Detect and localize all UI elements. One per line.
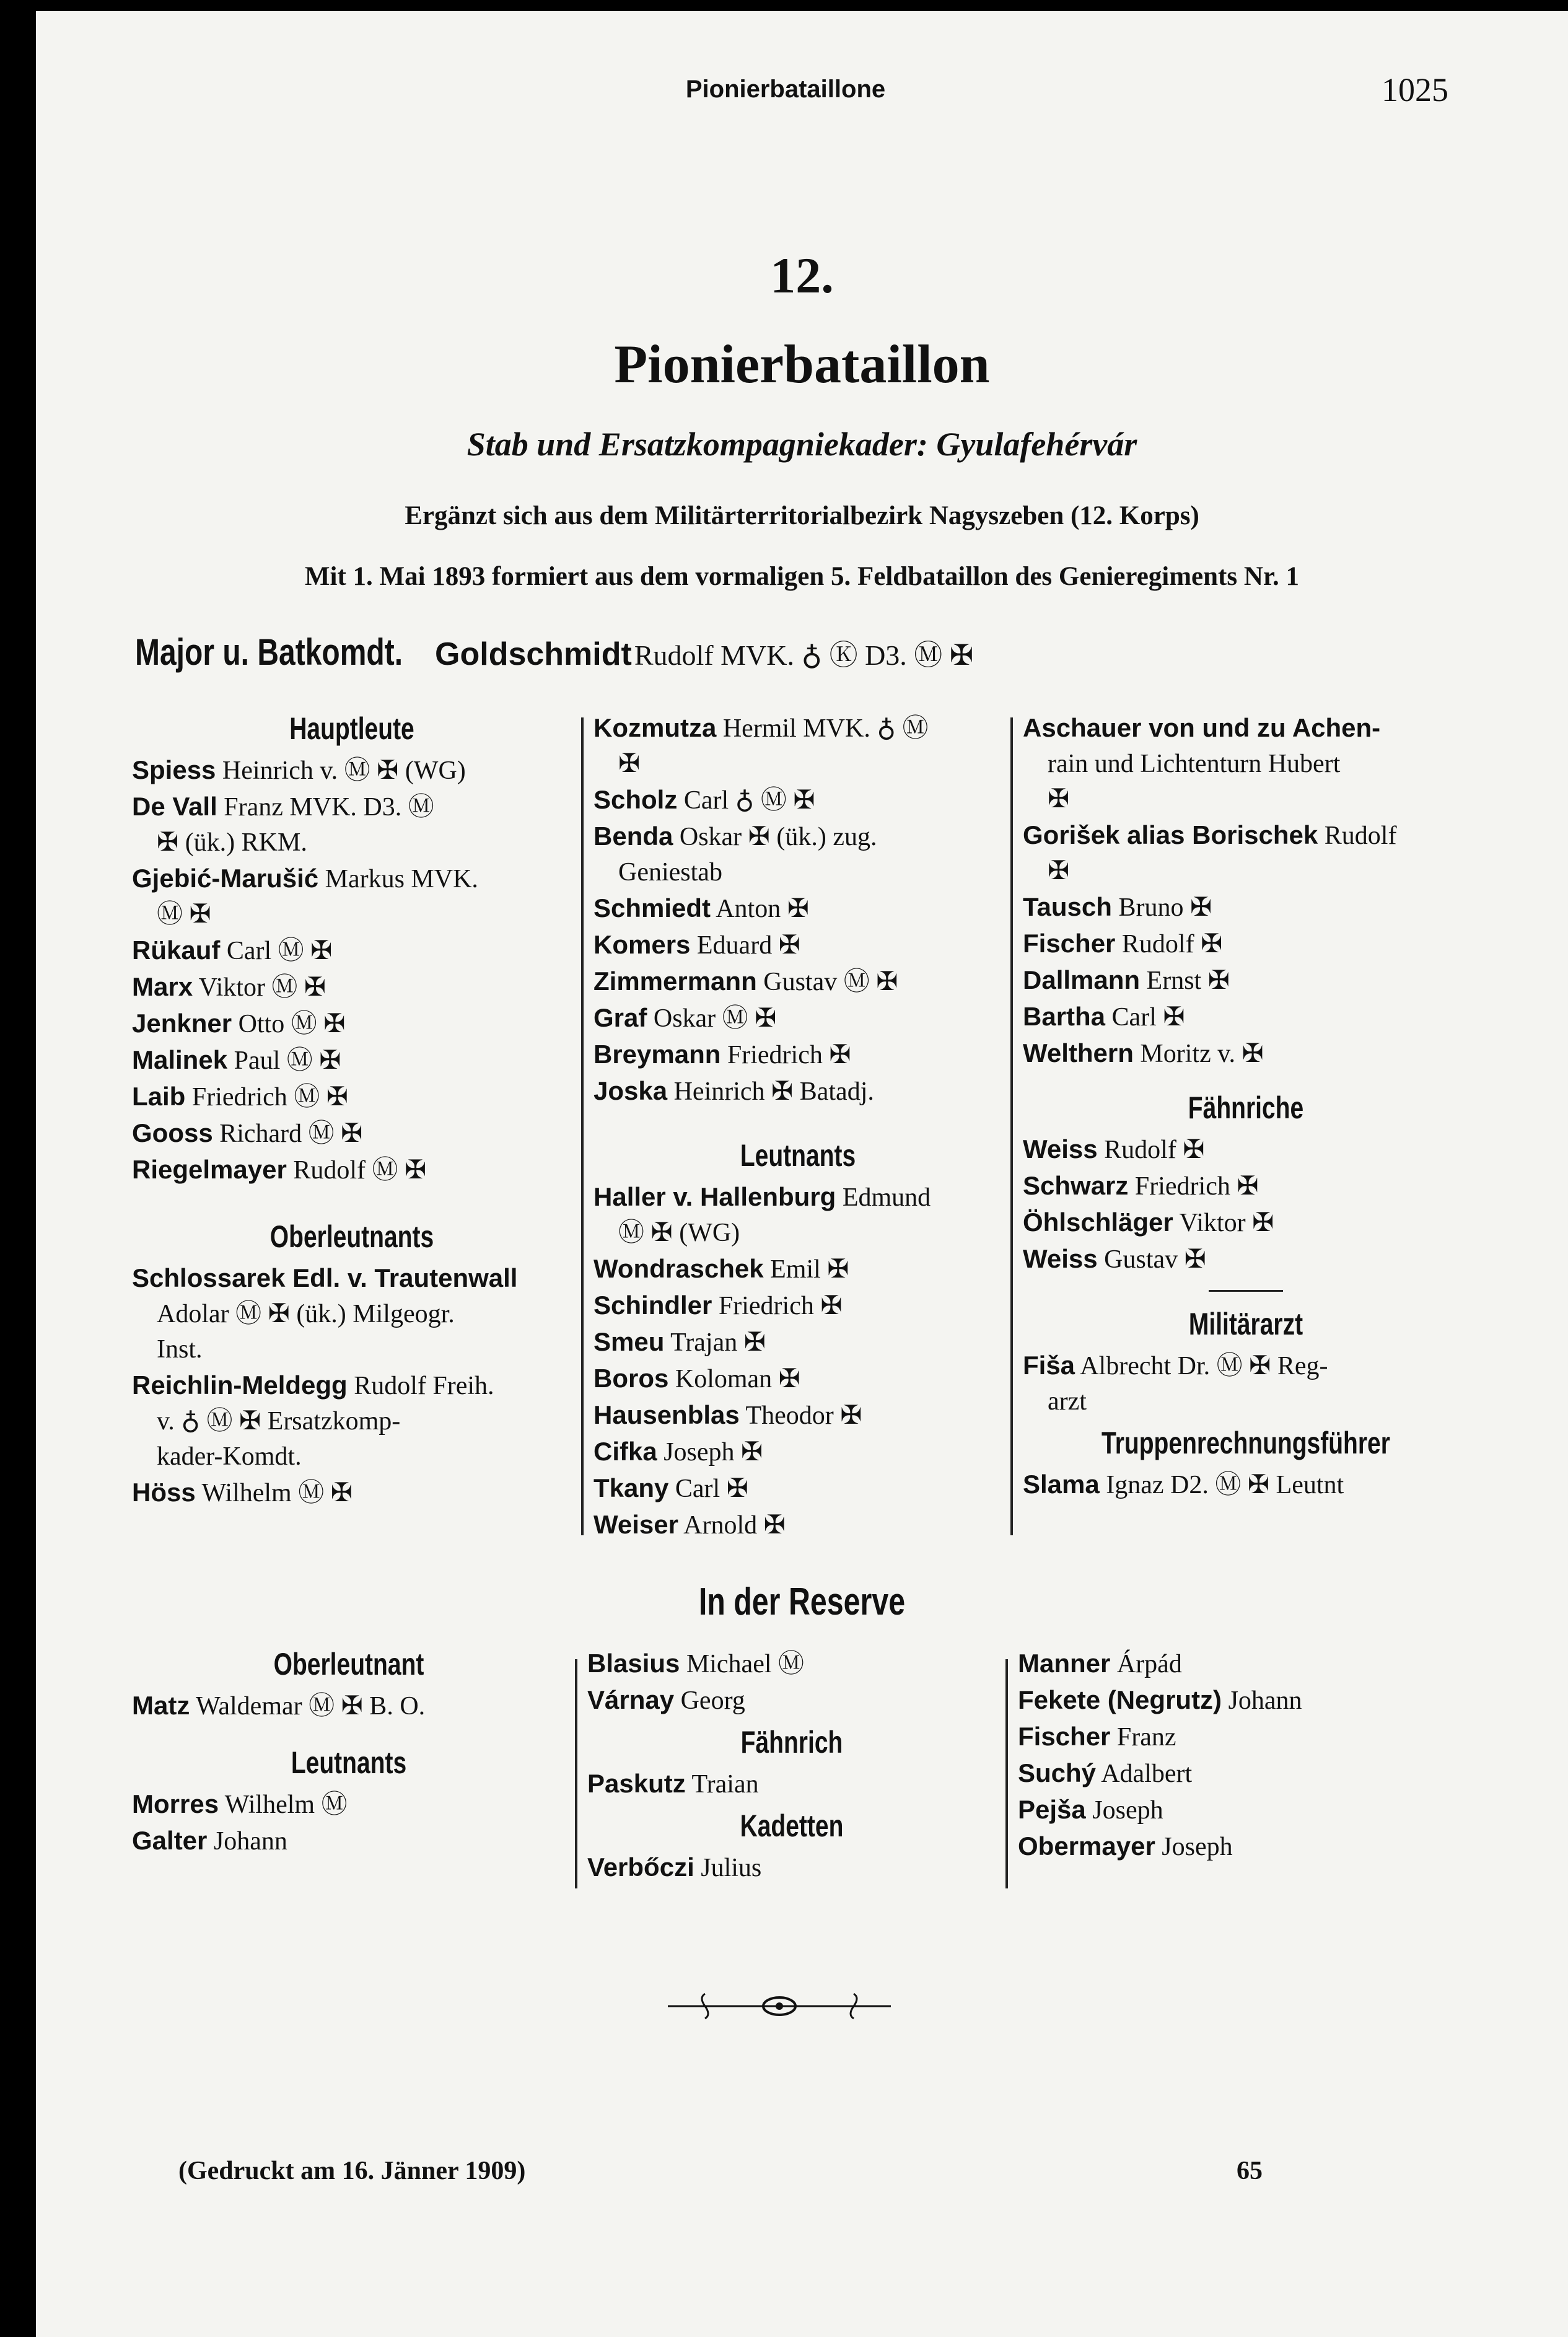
roster-entry xyxy=(1023,889,1469,926)
roster-entry xyxy=(1018,1828,1464,1865)
roster-entry xyxy=(593,963,1002,1000)
entry-details: Georg xyxy=(674,1686,745,1715)
unit-title: Pionierbataillon xyxy=(614,335,990,395)
entry-details: Joseph ✠ xyxy=(657,1438,763,1467)
entry-details: Otto Ⓜ ✠ xyxy=(232,1010,346,1038)
entry-line xyxy=(1023,926,1469,962)
entry-line xyxy=(1023,817,1469,854)
entry-surname: Matz xyxy=(132,1691,190,1720)
entry-details: Rudolf ✠ xyxy=(1097,1136,1205,1164)
roster-entry xyxy=(593,1434,1002,1470)
entry-surname: Slama xyxy=(1023,1470,1100,1499)
roster-entry xyxy=(593,890,1002,927)
entry-continuation: Inst. xyxy=(157,1335,203,1364)
entry-surname: Pejša xyxy=(1018,1795,1086,1824)
reserve-column-3 xyxy=(1018,1641,1464,1865)
entry-line xyxy=(1023,1035,1469,1072)
entry-details: Joseph xyxy=(1155,1833,1233,1861)
entry-surname: Hausenblas xyxy=(593,1400,740,1429)
entry-surname: Schwarz xyxy=(1023,1171,1129,1200)
entry-details: Ernst ✠ xyxy=(1140,967,1230,995)
roster-entry xyxy=(593,1397,1002,1434)
entry-details: Bruno ✠ xyxy=(1111,893,1212,922)
entry-line xyxy=(593,1470,1002,1507)
entry-details: Carl ✠ xyxy=(1105,1003,1185,1032)
roster-entry xyxy=(1023,1467,1469,1503)
entry-line xyxy=(593,1361,1002,1397)
entry-line xyxy=(593,1251,1002,1287)
entry-line xyxy=(593,1434,1002,1470)
entry-surname: Öhlschläger xyxy=(1023,1208,1173,1237)
commander-details: Rudolf MVK. ♁ Ⓚ D3. Ⓜ ✠ xyxy=(634,639,974,671)
entry-surname: Dallmann xyxy=(1023,965,1141,994)
entry-details: Heinrich ✠ Batadj. xyxy=(667,1077,874,1106)
active-column-1 xyxy=(132,705,572,1511)
rechnungsfuehrer-heading: Truppenrechnungsführer xyxy=(1102,1426,1390,1460)
entry-continuation: kader-Komdt. xyxy=(157,1442,302,1471)
roster-entry xyxy=(132,1260,572,1367)
faehnriche-list xyxy=(1023,1131,1469,1278)
entry-details: Friedrich Ⓜ ✠ xyxy=(185,1083,348,1112)
entry-surname: Gorišek alias Borischek xyxy=(1023,820,1318,849)
entry-details: Carl ♁ Ⓜ ✠ xyxy=(677,786,815,815)
entry-surname: Galter xyxy=(132,1826,208,1855)
entry-line xyxy=(1023,889,1469,926)
entry-surname: Weiser xyxy=(593,1510,678,1539)
entry-line xyxy=(132,752,572,789)
entry-details: Rudolf ✠ xyxy=(1115,930,1223,958)
entry-details: Edmund xyxy=(836,1183,931,1212)
reserve-leutnants-heading: Leutnants xyxy=(291,1745,407,1780)
entry-surname: Tkany xyxy=(593,1473,669,1502)
page-number: 1025 xyxy=(1382,71,1448,108)
reserve-kadetten-heading: Kadetten xyxy=(740,1809,844,1843)
entry-details: Johann xyxy=(207,1827,287,1856)
entry-continuation: ✠ xyxy=(618,750,641,778)
entry-surname: Kozmutza xyxy=(593,713,717,742)
unit-number: 12. xyxy=(770,247,834,304)
hauptleute-continued-list xyxy=(593,710,1002,1110)
roster-entry xyxy=(1023,1204,1469,1241)
entry-continuation: arzt xyxy=(1048,1387,1087,1416)
entry-surname: Wondraschek xyxy=(593,1254,764,1283)
oberleutnants-continued-list xyxy=(1023,710,1469,1072)
entry-details: Viktor Ⓜ ✠ xyxy=(193,973,326,1002)
reserve-oberleutnant-list xyxy=(132,1688,566,1724)
entry-line xyxy=(132,1823,566,1859)
print-date: (Gedruckt am 16. Jänner 1909) xyxy=(178,2157,526,2185)
entry-line xyxy=(593,710,1002,747)
entry-details: Waldemar Ⓜ ✠ B. O. xyxy=(190,1692,426,1721)
roster-entry xyxy=(1018,1646,1464,1682)
roster-entry xyxy=(593,1251,1002,1287)
roster-entry xyxy=(1018,1682,1464,1719)
entry-details: Adalbert xyxy=(1096,1760,1193,1788)
entry-line xyxy=(1023,962,1469,999)
column-rule xyxy=(1010,717,1013,1535)
entry-surname: Aschauer von und zu Achen- xyxy=(1023,713,1381,742)
entry-surname: Fiša xyxy=(1023,1351,1075,1380)
entry-line xyxy=(593,1324,1002,1361)
entry-surname: Blasius xyxy=(587,1649,680,1678)
roster-entry xyxy=(593,710,1002,782)
entry-surname: Bartha xyxy=(1023,1002,1106,1031)
entry-surname: Schmiedt xyxy=(593,893,711,923)
entry-surname: Várnay xyxy=(587,1685,675,1714)
entry-surname: Graf xyxy=(593,1003,647,1032)
entry-details: Gustav ✠ xyxy=(1097,1245,1206,1274)
entry-line xyxy=(132,932,572,969)
reserve-leutnants-continued-list xyxy=(1018,1646,1464,1865)
entry-line xyxy=(132,789,572,825)
entry-surname: Schlossarek Edl. v. Trautenwall xyxy=(132,1263,518,1292)
entry-details: Wilhelm Ⓜ xyxy=(219,1791,348,1819)
roster-entry xyxy=(593,1287,1002,1324)
roster-entry xyxy=(593,1179,1002,1251)
unit-subtitle: Stab und Ersatzkompagniekader: Gyulafehérvár xyxy=(466,426,1137,463)
roster-entry xyxy=(1018,1755,1464,1792)
commander-rank: Major u. Batkomdt. xyxy=(135,631,403,673)
leutnants-heading: Leutnants xyxy=(740,1138,856,1173)
roster-entry xyxy=(587,1849,996,1886)
entry-details: Franz MVK. D3. Ⓜ xyxy=(217,793,434,822)
running-title: Pionierbataillone xyxy=(685,76,886,103)
entry-details: Joseph xyxy=(1085,1796,1163,1825)
entry-line xyxy=(593,1507,1002,1543)
entry-details: Rudolf Ⓜ ✠ xyxy=(286,1156,427,1185)
entry-line xyxy=(1018,1682,1464,1719)
roster-entry xyxy=(1018,1719,1464,1755)
roster-entry xyxy=(132,752,572,789)
roster-entry xyxy=(593,1000,1002,1037)
entry-details: Wilhelm Ⓜ ✠ xyxy=(195,1479,353,1507)
entry-line xyxy=(132,1006,572,1042)
entry-surname: Höss xyxy=(132,1478,196,1507)
roster-entry xyxy=(132,1688,566,1724)
entry-details: Franz xyxy=(1110,1723,1176,1752)
roster-entry xyxy=(1023,817,1469,889)
entry-surname: Weiss xyxy=(1023,1134,1098,1164)
roster-entry xyxy=(593,1507,1002,1543)
commander-line xyxy=(135,631,1498,673)
formation-line: Mit 1. Mai 1893 formiert aus dem vormaligen 5. Feldbataillon des Genieregiments Nr. 1 xyxy=(304,562,1300,591)
reserve-leutnants-list xyxy=(132,1786,566,1859)
entry-line xyxy=(132,1786,566,1823)
roster-entry xyxy=(587,1646,996,1682)
entry-continuation: Ⓜ ✠ xyxy=(157,900,211,929)
entry-surname: Malinek xyxy=(132,1045,228,1074)
entry-line xyxy=(1023,999,1469,1035)
entry-surname: Schindler xyxy=(593,1291,712,1320)
roster-entry xyxy=(132,932,572,969)
roster-entry xyxy=(132,1115,572,1152)
entry-continuation: rain und Lichtenturn Hubert xyxy=(1048,750,1341,778)
entry-details: Eduard ✠ xyxy=(690,931,800,960)
roster-entry xyxy=(132,1786,566,1823)
entry-details: Carl ✠ xyxy=(668,1475,748,1503)
entry-details: Paul Ⓜ ✠ xyxy=(227,1046,341,1075)
entry-details: Oskar ✠ (ük.) zug. xyxy=(673,823,877,851)
entry-surname: Smeu xyxy=(593,1327,665,1356)
entry-line xyxy=(1018,1719,1464,1755)
entry-surname: Marx xyxy=(132,972,193,1001)
entry-line xyxy=(132,861,572,897)
entry-line xyxy=(587,1646,996,1682)
entry-continuation: ✠ (ük.) RKM. xyxy=(157,828,307,857)
entry-surname: Boros xyxy=(593,1364,669,1393)
reserve-faehnrich-heading: Fähnrich xyxy=(740,1725,843,1760)
entry-line xyxy=(1018,1792,1464,1828)
entry-surname: Spiess xyxy=(132,755,216,784)
roster-entry xyxy=(132,1006,572,1042)
entry-line xyxy=(593,1397,1002,1434)
entry-details: Moritz v. ✠ xyxy=(1133,1040,1264,1068)
roster-entry xyxy=(1023,962,1469,999)
entry-surname: De Vall xyxy=(132,792,217,821)
entry-surname: Obermayer xyxy=(1018,1831,1155,1861)
entry-continuation: ✠ xyxy=(1048,857,1070,885)
roster-entry xyxy=(1018,1792,1464,1828)
entry-surname: Scholz xyxy=(593,785,678,814)
entry-surname: Zimmermann xyxy=(593,967,757,996)
hauptleute-list xyxy=(132,752,572,1188)
reserve-column-2 xyxy=(587,1641,996,1886)
entry-line xyxy=(132,1475,572,1511)
entry-surname: Riegelmayer xyxy=(132,1155,287,1184)
entry-surname: Rükauf xyxy=(132,936,221,965)
entry-surname: Jenkner xyxy=(132,1009,232,1038)
column-rule xyxy=(581,717,584,1535)
entry-surname: Cifka xyxy=(593,1437,657,1466)
entry-details: Julius xyxy=(694,1854,762,1882)
entry-line xyxy=(1023,1241,1469,1278)
entry-line xyxy=(1023,1168,1469,1204)
entry-continuation: ✠ xyxy=(1048,785,1070,813)
entry-surname: Tausch xyxy=(1023,892,1112,921)
entry-surname: Fischer xyxy=(1018,1722,1111,1751)
entry-details: Rudolf Freih. xyxy=(347,1372,494,1400)
page-sheet xyxy=(36,11,1568,2337)
entry-details: Richard Ⓜ ✠ xyxy=(212,1120,363,1148)
roster-entry xyxy=(132,1079,572,1115)
active-column-2 xyxy=(593,705,1002,1543)
entry-line xyxy=(132,1079,572,1115)
entry-details: Carl Ⓜ ✠ xyxy=(220,937,333,965)
commander-surname: Goldschmidt xyxy=(435,636,632,672)
entry-surname: Joska xyxy=(593,1076,668,1105)
entry-details: Rudolf xyxy=(1318,822,1397,850)
entry-line xyxy=(1023,710,1469,747)
entry-details: Viktor ✠ xyxy=(1173,1209,1274,1237)
entry-line xyxy=(593,1037,1002,1073)
entry-surname: Verbőczi xyxy=(587,1852,694,1882)
entry-line xyxy=(132,1367,572,1404)
entry-details: Emil ✠ xyxy=(763,1255,849,1284)
entry-details: Theodor ✠ xyxy=(739,1401,862,1430)
entry-surname: Fischer xyxy=(1023,929,1116,958)
entry-surname: Gooss xyxy=(132,1118,213,1147)
entry-details: Hermil MVK. ♁ Ⓜ xyxy=(716,714,929,743)
entry-line xyxy=(593,818,1002,855)
entry-line xyxy=(1018,1755,1464,1792)
roster-entry xyxy=(593,1324,1002,1361)
entry-details: Árpád xyxy=(1110,1650,1182,1678)
roster-entry xyxy=(593,927,1002,963)
reserve-kadetten-list xyxy=(587,1849,996,1886)
entry-details: Albrecht Dr. Ⓜ ✠ Reg- xyxy=(1075,1352,1328,1380)
roster-entry xyxy=(1023,1241,1469,1278)
roster-entry xyxy=(593,1073,1002,1110)
column-rule xyxy=(1005,1659,1008,1888)
entry-line xyxy=(1023,1348,1469,1384)
entry-surname: Morres xyxy=(132,1789,219,1818)
militaerarzt-heading: Militärarzt xyxy=(1188,1307,1303,1341)
roster-entry xyxy=(132,1823,566,1859)
entry-details: Trajan ✠ xyxy=(664,1328,766,1357)
roster-entry xyxy=(593,782,1002,818)
entry-details: Arnold ✠ xyxy=(678,1511,786,1540)
entry-line xyxy=(132,1115,572,1152)
entry-continuation: Ⓜ ✠ (WG) xyxy=(618,1219,740,1247)
entry-details: Heinrich v. Ⓜ ✠ (WG) xyxy=(216,756,466,785)
entry-line xyxy=(593,1179,1002,1216)
entry-surname: Manner xyxy=(1018,1649,1111,1678)
entry-line xyxy=(593,890,1002,927)
recruitment-line: Ergänzt sich aus dem Militärterritorialbezirk Nagyszeben (12. Korps) xyxy=(405,501,1199,530)
active-column-3 xyxy=(1023,705,1469,1503)
entry-surname: Laib xyxy=(132,1082,186,1111)
entry-line xyxy=(132,1688,566,1724)
roster-entry xyxy=(593,1361,1002,1397)
roster-entry xyxy=(1023,999,1469,1035)
entry-line xyxy=(1023,1467,1469,1503)
roster-entry xyxy=(132,1367,572,1475)
reserve-faehnrich-list xyxy=(587,1766,996,1802)
entry-surname: Reichlin-Meldegg xyxy=(132,1370,348,1400)
entry-surname: Haller v. Hallenburg xyxy=(593,1182,836,1211)
sheet-signature: 65 xyxy=(1237,2157,1263,2185)
reserve-oberleutnant-continued-list xyxy=(587,1646,996,1719)
roster-entry xyxy=(1023,1348,1469,1419)
rechnungsfuehrer-list xyxy=(1023,1467,1469,1503)
roster-entry xyxy=(1023,1131,1469,1168)
entry-line xyxy=(587,1682,996,1719)
entry-line xyxy=(593,1073,1002,1110)
entry-line xyxy=(593,963,1002,1000)
roster-entry xyxy=(593,1037,1002,1073)
entry-details: Oskar Ⓜ ✠ xyxy=(647,1004,777,1033)
entry-surname: Weiss xyxy=(1023,1244,1098,1273)
entry-surname: Suchý xyxy=(1018,1758,1097,1787)
entry-surname: Gjebić-Marušić xyxy=(132,864,319,893)
entry-line xyxy=(132,1260,572,1297)
column-rule xyxy=(575,1659,577,1888)
faehnriche-heading: Fähnriche xyxy=(1188,1090,1304,1125)
roster-entry xyxy=(587,1766,996,1802)
roster-entry xyxy=(132,789,572,861)
entry-line xyxy=(593,782,1002,818)
roster-entry xyxy=(593,818,1002,890)
entry-details: Michael Ⓜ xyxy=(680,1650,805,1678)
entry-line xyxy=(593,1287,1002,1324)
entry-line xyxy=(132,1042,572,1079)
entry-details: Johann xyxy=(1222,1686,1302,1715)
short-rule xyxy=(1209,1290,1283,1292)
militaerarzt-list xyxy=(1023,1348,1469,1419)
entry-details: Koloman ✠ xyxy=(668,1365,800,1393)
entry-details: Friedrich ✠ xyxy=(712,1292,843,1320)
roster-entry xyxy=(132,861,572,932)
reserve-column-1 xyxy=(132,1641,566,1859)
roster-entry xyxy=(1023,1035,1469,1072)
entry-details: Traian xyxy=(685,1770,759,1799)
entry-continuation: Adolar Ⓜ ✠ (ük.) Milgeogr. xyxy=(157,1300,455,1328)
entry-details: Friedrich ✠ xyxy=(1128,1172,1259,1201)
entry-surname: Komers xyxy=(593,930,691,959)
active-roster xyxy=(132,705,1483,1548)
roster-entry xyxy=(132,1042,572,1079)
entry-surname: Benda xyxy=(593,822,673,851)
entry-line xyxy=(132,969,572,1006)
hauptleute-heading: Hauptleute xyxy=(289,711,414,746)
reserve-oberleutnant-heading: Oberleutnant xyxy=(273,1647,424,1682)
roster-entry xyxy=(587,1682,996,1719)
entry-surname: Fekete (Negrutz) xyxy=(1018,1685,1222,1714)
roster-entry xyxy=(132,1475,572,1511)
entry-line xyxy=(587,1849,996,1886)
entry-surname: Paskutz xyxy=(587,1769,686,1798)
oberleutnants-list xyxy=(132,1260,572,1511)
entry-line xyxy=(1023,1131,1469,1168)
entry-details: Gustav Ⓜ ✠ xyxy=(756,968,898,996)
oberleutnants-heading: Oberleutnants xyxy=(269,1219,434,1254)
entry-line xyxy=(1018,1828,1464,1865)
entry-details: Friedrich ✠ xyxy=(720,1041,851,1069)
leutnants-list xyxy=(593,1179,1002,1543)
entry-line xyxy=(1018,1646,1464,1682)
roster-entry xyxy=(1023,1168,1469,1204)
entry-line xyxy=(1023,1204,1469,1241)
roster-entry xyxy=(1023,926,1469,962)
reserve-roster xyxy=(132,1641,1483,1901)
entry-line xyxy=(587,1766,996,1802)
entry-line xyxy=(593,1000,1002,1037)
entry-surname: Welthern xyxy=(1023,1038,1134,1068)
ornament-divider xyxy=(655,1988,903,2025)
entry-continuation: Geniestab xyxy=(618,858,722,887)
entry-line xyxy=(132,1152,572,1188)
roster-entry xyxy=(593,1470,1002,1507)
roster-entry xyxy=(132,1152,572,1188)
roster-entry xyxy=(1023,710,1469,817)
roster-entry xyxy=(132,969,572,1006)
entry-surname: Breymann xyxy=(593,1040,721,1069)
reserve-heading: In der Reserve xyxy=(698,1581,906,1623)
entry-details: Ignaz D2. Ⓜ ✠ Leutnt xyxy=(1099,1471,1344,1499)
entry-line xyxy=(593,927,1002,963)
entry-details: Markus MVK. xyxy=(318,865,478,893)
entry-details: Anton ✠ xyxy=(711,895,809,923)
entry-continuation: v. ♁ Ⓜ ✠ Ersatzkomp- xyxy=(157,1407,401,1436)
